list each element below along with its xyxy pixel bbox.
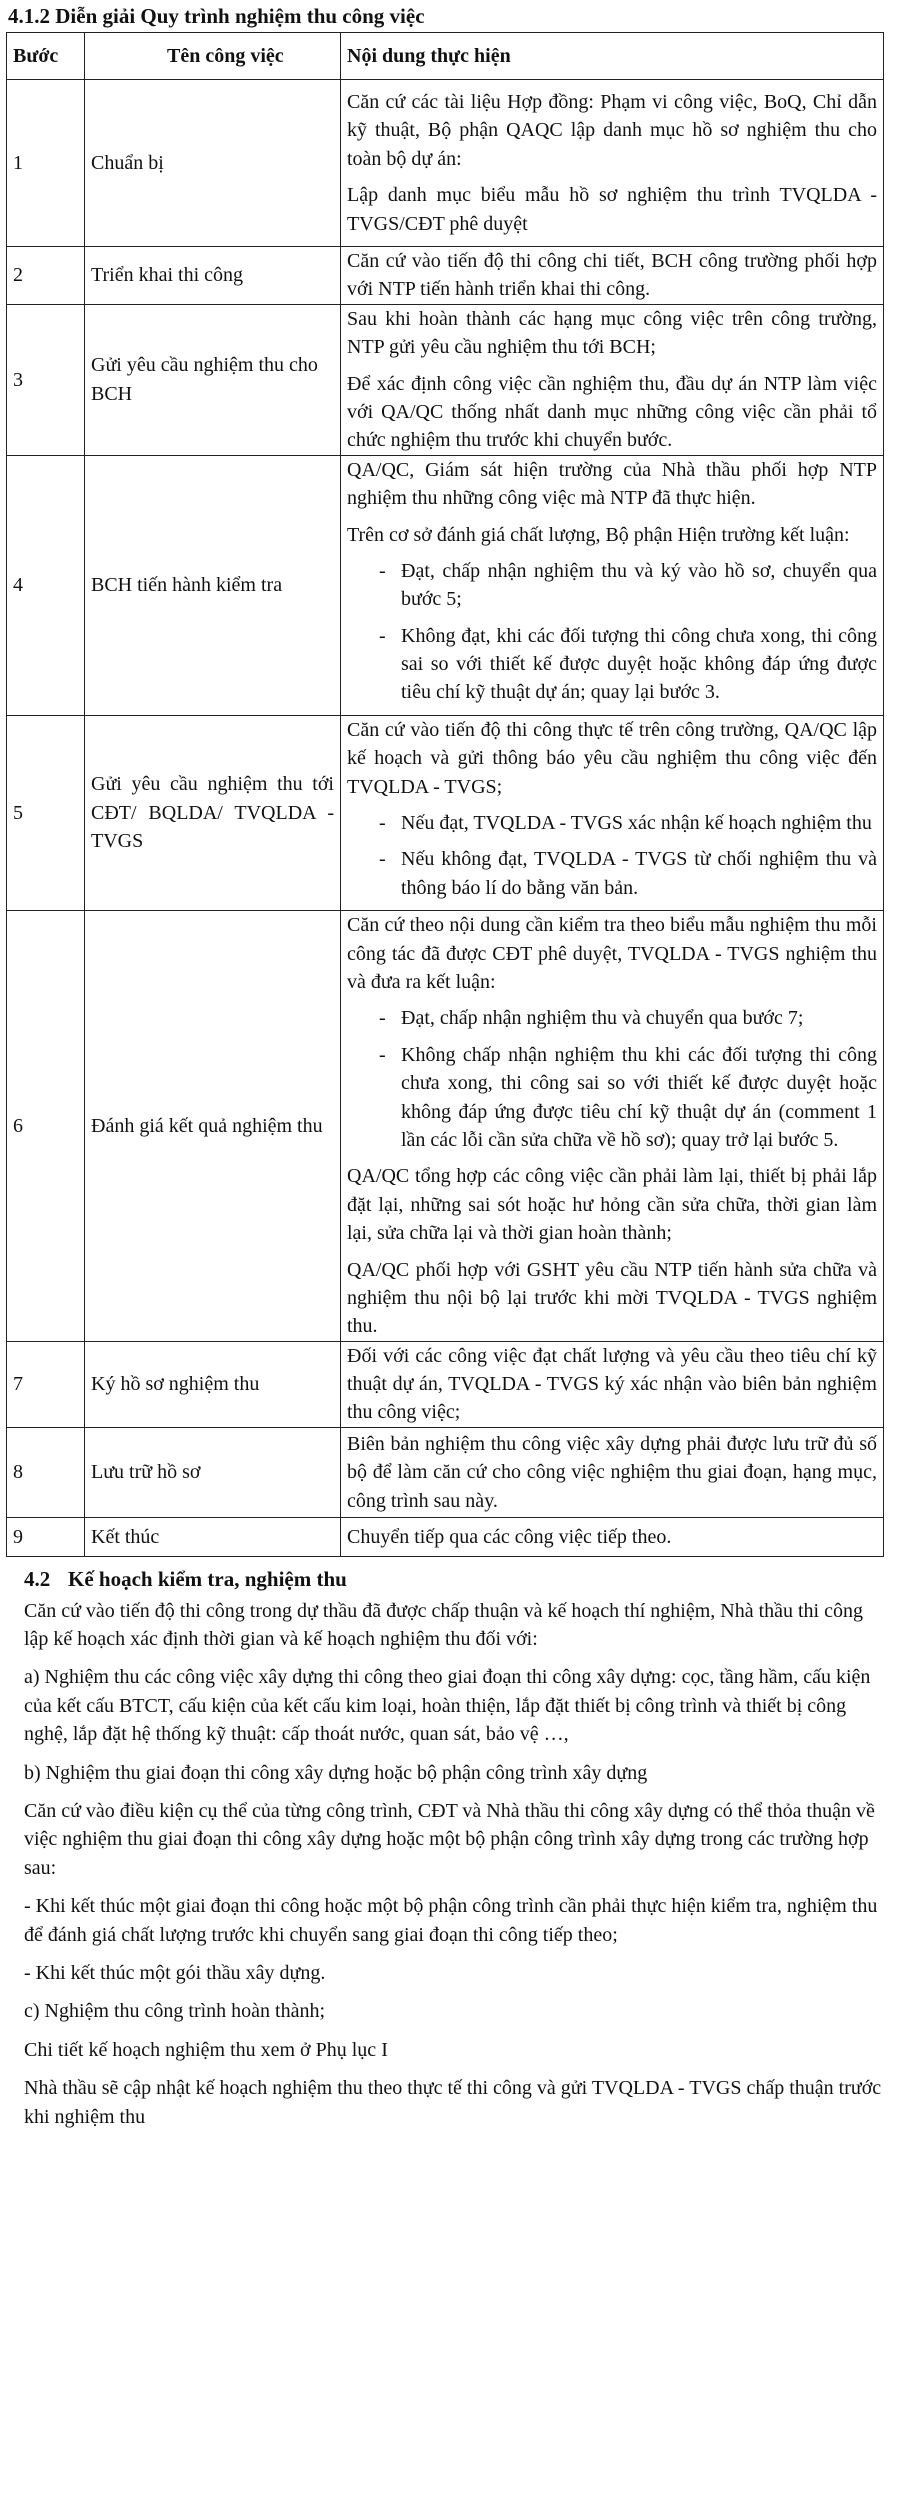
section-paragraph: c) Nghiệm thu công trình hoàn thành; xyxy=(24,2000,326,2023)
task-content xyxy=(341,911,884,1341)
task-content xyxy=(341,80,884,247)
task-name: Gửi yêu cầu nghiệm thu cho BCH xyxy=(85,304,341,455)
section-paragraph: a) Nghiệm thu các công việc xây dựng thi công theo giai đoạn thi công xây dựng: cọc, tầng hầm, cấu kiện của kết cấu BTCT, cấu kiện của kết cấu kim loại, hoàn thiện, lắp đặt thiết bị công trình và thiết bị công nghệ, lắp đặt hệ thống kỹ thuật: cấp thoát nước, quan sát, bảo vệ …, xyxy=(24,1666,871,1746)
section-4-2-title: Kế hoạch kiểm tra, nghiệm thu xyxy=(68,1566,347,1591)
table-row xyxy=(7,1341,884,1427)
step-number: 1 xyxy=(7,80,85,247)
section-paragraph: - Khi kết thúc một giai đoạn thi công hoặc một bộ phận công trình cần phải thực hiện kiểm tra, nghiệm thu để đánh giá chất lượng trước khi chuyển sang giai đoạn thi công tiếp theo; xyxy=(24,1895,878,1946)
task-name: BCH tiến hành kiểm tra xyxy=(85,455,341,715)
content-paragraph: Biên bản nghiệm thu công việc xây dựng phải được lưu trữ đủ số bộ để làm căn cứ cho công việc nghiệm thu giai đoạn, hạng mục, công trình sau này. xyxy=(347,1432,877,1512)
table-header-row xyxy=(7,33,884,80)
content-paragraph: Đối với các công việc đạt chất lượng và yêu cầu theo tiêu chí kỹ thuật dự án, TVQLDA - TVGS ký xác nhận vào biên bản nghiệm thu công việc; xyxy=(347,1344,877,1424)
section-paragraph: Nhà thầu sẽ cập nhật kế hoạch nghiệm thu theo thực tế thi công và gửi TVQLDA - TVGS chấp thuận trước khi nghiệm thu xyxy=(24,2077,882,2128)
task-content xyxy=(341,1427,884,1517)
content-paragraph: QA/QC tổng hợp các công việc cần phải làm lại, thiết bị phải lắp đặt lại, những sai sót hoặc hư hỏng cần sửa chữa, thời gian làm lại, sửa chữa lại và thời gian hoàn thành; xyxy=(347,1165,877,1245)
content-bullet: - Nếu đạt, TVQLDA - TVGS xác nhận kế hoạch nghiệm thu xyxy=(401,809,877,837)
table-row xyxy=(7,80,884,247)
content-paragraph: Lập danh mục biểu mẫu hồ sơ nghiệm thu trình TVQLDA - TVGS/CĐT phê duyệt xyxy=(347,184,877,235)
header-step: Bước xyxy=(7,33,85,80)
content-bullet: - Đạt, chấp nhận nghiệm thu và chuyển qua bước 7; xyxy=(401,1004,877,1032)
step-number: 4 xyxy=(7,455,85,715)
table-row xyxy=(7,455,884,715)
task-content xyxy=(341,455,884,715)
task-content xyxy=(341,715,884,910)
step-number: 2 xyxy=(7,247,85,305)
content-paragraph: Sau khi hoàn thành các hạng mục công việc trên công trường, NTP gửi yêu cầu nghiệm thu tới BCH; xyxy=(347,307,877,359)
content-bullet: - Không chấp nhận nghiệm thu khi các đối tượng thi công chưa xong, thi công sai so với thiết kế được duyệt hoặc không đáp ứng được tiêu chí kỹ thuật dự án (comment 1 lần các lỗi cần sửa chữa về hồ sơ); quay trở lại bước 5. xyxy=(401,1041,877,1155)
section-4-2-number: 4.2 xyxy=(24,1566,51,1591)
table-row xyxy=(7,304,884,455)
section-4-2-heading xyxy=(24,1565,882,1595)
content-paragraph: Căn cứ theo nội dung cần kiểm tra theo biểu mẫu nghiệm thu mỗi công tác đã được CĐT phê duyệt, TVQLDA - TVGS nghiệm thu và đưa ra kết luận: xyxy=(347,914,877,993)
table-row xyxy=(7,715,884,910)
section-paragraph: - Khi kết thúc một gói thầu xây dựng. xyxy=(24,1961,326,1984)
content-paragraph: Chuyển tiếp qua các công việc tiếp theo. xyxy=(347,1525,672,1548)
step-number: 7 xyxy=(7,1341,85,1427)
task-name: Chuẩn bị xyxy=(85,80,341,247)
section-paragraph: b) Nghiệm thu giai đoạn thi công xây dựng hoặc bộ phận công trình xây dựng xyxy=(24,1761,648,1784)
task-content xyxy=(341,304,884,455)
procedure-table xyxy=(6,32,884,1557)
section-paragraph: Căn cứ vào tiến độ thi công trong dự thầu đã được chấp thuận và kế hoạch thí nghiệm, Nhà thầu thi công lập kế hoạch xác định thời gian và kế hoạch nghiệm thu đối với: xyxy=(24,1599,863,1651)
content-paragraph: Căn cứ vào tiến độ thi công thực tế trên công trường, QA/QC lập kế hoạch và gửi thông báo yêu cầu nghiệm thu công việc đến TVQLDA - TVGS; xyxy=(347,718,877,798)
content-bullet-list xyxy=(347,809,877,902)
content-paragraph: Căn cứ các tài liệu Hợp đồng: Phạm vi công việc, BoQ, Chỉ dẫn kỹ thuật, Bộ phận QAQC lập danh mục hồ sơ nghiệm thu cho toàn bộ dự án: xyxy=(347,91,877,170)
content-bullet: - Nếu không đạt, TVQLDA - TVGS từ chối nghiệm thu và thông báo lí do bằng văn bản. xyxy=(401,845,877,902)
section-title: 4.1.2 Diễn giải Quy trình nghiệm thu công việc xyxy=(8,4,425,28)
section-4-2 xyxy=(6,1565,890,2131)
task-name: Đánh giá kết quả nghiệm thu xyxy=(85,911,341,1341)
table-row xyxy=(7,1517,884,1556)
section-paragraph: Chi tiết kế hoạch nghiệm thu xem ở Phụ lục I xyxy=(24,2038,388,2061)
table-row xyxy=(7,247,884,305)
content-bullet: - Đạt, chấp nhận nghiệm thu và ký vào hồ sơ, chuyển qua bước 5; xyxy=(401,557,877,614)
content-bullet-list xyxy=(347,557,877,707)
table-row xyxy=(7,911,884,1341)
task-name: Lưu trữ hồ sơ xyxy=(85,1427,341,1517)
section-paragraph: Căn cứ vào điều kiện cụ thể của từng công trình, CĐT và Nhà thầu thi công xây dựng có thể thỏa thuận về việc nghiệm thu giai đoạn thi công xây dựng hoặc một bộ phận công trình xây dựng trong các trường hợp sau: xyxy=(24,1800,875,1879)
task-name: Triển khai thi công xyxy=(85,247,341,305)
content-bullet-list xyxy=(347,1004,877,1154)
content-paragraph: Trên cơ sở đánh giá chất lượng, Bộ phận Hiện trường kết luận: xyxy=(347,523,850,546)
step-number: 6 xyxy=(7,911,85,1341)
header-content: Nội dung thực hiện xyxy=(341,33,884,80)
content-paragraph: QA/QC, Giám sát hiện trường của Nhà thầu phối hợp NTP nghiệm thu những công việc mà NTP đã thực hiện. xyxy=(347,458,877,510)
step-number: 3 xyxy=(7,304,85,455)
content-bullet: - Không đạt, khi các đối tượng thi công chưa xong, thi công sai so với thiết kế được duyệt hoặc không đáp ứng được tiêu chí kỹ thuật dự án; quay lại bước 3. xyxy=(401,622,877,707)
step-number: 9 xyxy=(7,1517,85,1556)
content-paragraph: Để xác định công việc cần nghiệm thu, đầu dự án NTP làm việc với QA/QC thống nhất danh mục những công việc cần phải tổ chức nghiệm thu trước khi chuyển bước. xyxy=(347,372,877,452)
content-paragraph: Căn cứ vào tiến độ thi công chi tiết, BCH công trường phối hợp với NTP tiến hành triển khai thi công. xyxy=(347,250,877,301)
task-content xyxy=(341,1517,884,1556)
header-task-name: Tên công việc xyxy=(85,33,341,80)
task-name: Ký hồ sơ nghiệm thu xyxy=(85,1341,341,1427)
step-number: 8 xyxy=(7,1427,85,1517)
step-number: 5 xyxy=(7,715,85,910)
task-content xyxy=(341,1341,884,1427)
task-name: Gửi yêu cầu nghiệm thu tới CĐT/ BQLDA/ TVQLDA - TVGS xyxy=(85,715,341,910)
section-4-2-body xyxy=(24,1597,882,2131)
table-row xyxy=(7,1427,884,1517)
table-body xyxy=(7,80,884,1557)
content-paragraph: QA/QC phối hợp với GSHT yêu cầu NTP tiến hành sửa chữa và nghiệm thu nội bộ lại trước khi mời TVQLDA - TVGS nghiệm thu. xyxy=(347,1258,877,1338)
task-content xyxy=(341,247,884,305)
task-name: Kết thúc xyxy=(85,1517,341,1556)
